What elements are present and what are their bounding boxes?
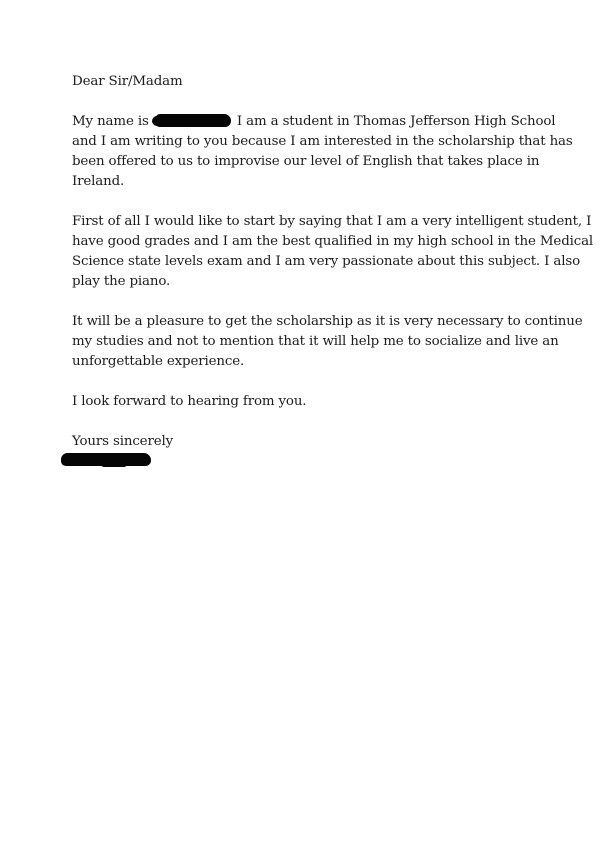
paragraph-qualifications <box>72 212 594 292</box>
paragraph-2-line-1: First of all I would like to start by saying that I am a very intelligent student, I <box>72 214 592 229</box>
paragraph-1-line-3: been offered to us to improvise our level of English that takes place in <box>72 154 540 169</box>
paragraph-introduction <box>72 112 573 192</box>
paragraph-2-line-2: have good grades and I am the best qualified in my high school in the Medical <box>72 234 594 249</box>
paragraph-3-line-2: my studies and not to mention that it will help me to socialize and live an <box>72 334 559 349</box>
paragraph-2-line-4: play the piano. <box>72 274 171 289</box>
salutation-text: Dear Sir/Madam <box>72 74 183 89</box>
paragraph-motivation <box>72 312 583 372</box>
paragraph-2-line-3: Science state levels exam and I am very passionate about this subject. I also <box>72 254 580 269</box>
letter-body <box>72 72 594 466</box>
closing <box>72 432 532 452</box>
paragraph-1-line-2: and I am writing to you because I am interested in the scholarship that has <box>72 134 573 149</box>
salutation <box>72 72 532 92</box>
closing-text: Yours sincerely <box>72 434 174 449</box>
paragraph-3-line-3: unforgettable experience. <box>72 354 245 369</box>
paragraph-closing-remark <box>72 392 532 412</box>
paragraph-1-line-4: Ireland. <box>72 174 125 189</box>
name-redaction <box>155 114 231 127</box>
intro-text-before-name: My name is <box>72 114 149 129</box>
paragraph-4-text: I look forward to hearing from you. <box>72 394 307 409</box>
paragraph-3-line-1: It will be a pleasure to get the scholarship as it is very necessary to continue <box>72 314 583 329</box>
signature-redaction <box>61 453 151 466</box>
intro-text-after-name: I am a student in Thomas Jefferson High School <box>236 114 556 129</box>
paragraph-1-line-1 <box>72 112 556 132</box>
